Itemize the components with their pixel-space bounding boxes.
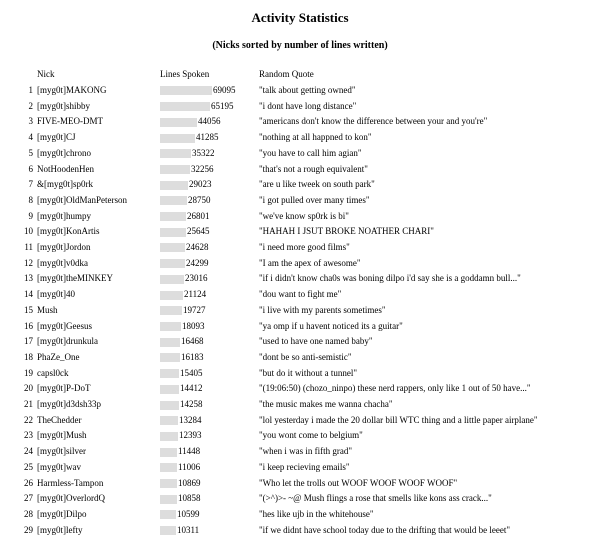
row-random-quote: "i need more good films" [259,242,350,253]
table-row [3,240,599,256]
row-rank: 17 [24,336,33,347]
lines-count: 16183 [181,351,204,362]
row-random-quote: "are u like tweek on south park" [259,179,375,190]
lines-count: 65195 [211,100,234,111]
row-rank: 22 [24,414,33,425]
row-nick: &[myg0t]sp0rk [37,179,93,190]
row-rank: 1 [28,85,33,95]
lines-count: 15405 [180,367,203,378]
row-nick: [myg0t]MAKONG [37,85,107,95]
row-rank: 14 [24,289,33,300]
row-random-quote: "HAHAH I JSUT BROKE NOATHER CHARI" [259,226,434,237]
lines-count: 16468 [181,336,204,347]
row-random-quote: "that's not a rough equivalent" [259,163,368,174]
row-lines-spoken [160,491,259,507]
row-nick: [myg0t]d3dsh33p [37,399,101,410]
row-lines-spoken [160,428,259,444]
row-lines-spoken [160,177,259,193]
lines-count: 14412 [180,383,203,394]
row-random-quote: "hes like ujb in the whitehouse" [259,508,374,519]
table-row [3,428,599,444]
activity-table [3,67,599,538]
row-random-quote: "i live with my parents sometimes" [259,304,386,315]
row-rank: 29 [24,524,33,535]
row-rank: 3 [28,116,33,127]
lines-bar [160,102,210,111]
row-nick: [myg0t]chrono [37,147,91,158]
page-title: Activity Statistics [251,10,349,25]
row-random-quote: "i dont have long distance" [259,100,357,111]
table-row [3,507,599,523]
row-rank: 24 [24,446,33,457]
row-nick: [myg0t]KonArtis [37,226,100,237]
row-lines-spoken [160,114,259,130]
row-nick: [myg0t]OverlordQ [37,493,105,504]
row-random-quote: "dont be so anti-semistic" [259,351,352,362]
row-rank: 8 [28,194,33,205]
row-lines-spoken [160,83,259,99]
table-row [3,476,599,492]
row-nick: FIVE-MEO-DMT [37,116,103,127]
lines-bar [160,401,179,410]
row-nick: [myg0t]humpy [37,210,91,221]
row-random-quote: "talk about getting owned" [259,85,356,95]
row-lines-spoken [160,413,259,429]
table-row [3,193,599,209]
header-random-quote: Random Quote [259,69,314,80]
row-rank: 6 [28,163,33,174]
lines-bar [160,510,176,519]
table-row [3,381,599,397]
lines-count: 24299 [186,257,209,268]
table-row [3,146,599,162]
lines-count: 14258 [180,399,203,410]
row-random-quote: "if we didnt have school today due to the drifting that would be leeet" [259,524,511,535]
table-row [3,523,599,539]
lines-count: 10869 [178,477,201,488]
lines-count: 10858 [178,493,201,504]
page-subtitle: (Nicks sorted by number of lines written) [212,40,388,51]
header-lines-spoken: Lines Spoken [160,69,210,80]
row-lines-spoken [160,303,259,319]
row-rank: 16 [24,320,33,331]
row-lines-spoken [160,99,259,115]
row-nick: PhaZe_One [37,351,80,362]
row-rank: 20 [24,383,33,394]
lines-count: 24628 [186,242,209,253]
row-lines-spoken [160,366,259,382]
table-row [3,491,599,507]
lines-count: 41285 [196,132,219,143]
table-row [3,130,599,146]
lines-count: 13284 [179,414,202,425]
row-random-quote: "I am the apex of awesome" [259,257,361,268]
lines-count: 11448 [178,446,201,457]
table-row [3,224,599,240]
table-row [3,162,599,178]
row-rank: 19 [24,367,33,378]
table-row [3,114,599,130]
table-row [3,350,599,366]
lines-count: 21124 [184,289,207,300]
table-row [3,334,599,350]
row-lines-spoken [160,224,259,240]
row-rank: 5 [28,147,33,158]
lines-bar [160,149,191,158]
table-row [3,319,599,335]
row-rank: 9 [28,210,33,221]
lines-bar [160,181,188,190]
row-rank: 4 [28,132,33,143]
row-lines-spoken [160,397,259,413]
lines-count: 10311 [177,524,200,535]
lines-count: 29023 [189,179,212,190]
row-rank: 10 [24,226,33,237]
row-random-quote: "americans don't know the difference between your and you're" [259,116,488,127]
row-lines-spoken [160,146,259,162]
row-random-quote: "lol yesterday i made the 20 dollar bill WTC thing and a little paper airplane" [259,414,538,425]
row-nick: [myg0t]Mush [37,430,87,441]
lines-bar [160,416,178,425]
row-nick: NotHoodenHen [37,163,94,174]
row-nick: [myg0t]wav [37,461,81,472]
table-row [3,271,599,287]
lines-bar [160,463,177,472]
lines-bar [160,134,195,143]
row-nick: [myg0t]silver [37,446,86,457]
row-lines-spoken [160,523,259,539]
table-header-row [3,67,599,83]
lines-bar [160,353,180,362]
row-rank: 21 [24,399,33,410]
table-row [3,99,599,115]
lines-count: 35322 [192,147,215,158]
lines-bar [160,479,177,488]
row-random-quote: "used to have one named baby" [259,336,373,347]
lines-count: 23016 [185,273,208,284]
lines-bar [160,165,190,174]
table-row [3,83,599,99]
row-random-quote: "we've know sp0rk is bi" [259,210,349,221]
row-rank: 26 [24,477,33,488]
row-nick: [myg0t]Jordon [37,242,91,253]
table-row [3,413,599,429]
row-nick: [myg0t]P-DoT [37,383,91,394]
row-random-quote: "when i was in fifth grad" [259,446,353,457]
lines-count: 19727 [183,304,206,315]
header-rank [3,67,37,83]
row-nick: [myg0t]CJ [37,132,76,143]
lines-count: 69095 [213,85,236,95]
row-lines-spoken [160,476,259,492]
row-nick: [myg0t]40 [37,289,75,300]
row-random-quote: "if i didn't know cha0s was boning dilpo i'd say she is a goddamn bull..." [259,273,521,284]
row-lines-spoken [160,287,259,303]
row-nick: Mush [37,304,58,315]
row-nick: [myg0t]v0dka [37,257,88,268]
row-random-quote: "ya omp if u havent noticed its a guitar" [259,320,403,331]
table-row [3,256,599,272]
row-lines-spoken [160,507,259,523]
lines-count: 11006 [178,461,201,472]
lines-bar [160,259,185,268]
table-row [3,460,599,476]
row-random-quote: "but do it without a tunnel" [259,367,358,378]
row-random-quote: "(>^)>- ~@ Mush flings a rose that smells like kons ass crack..." [259,493,492,504]
table-row [3,287,599,303]
row-nick: [myg0t]drunkula [37,336,98,347]
row-random-quote: "nothing at all happned to kon" [259,132,372,143]
row-lines-spoken [160,460,259,476]
row-nick: [myg0t]Dilpo [37,508,87,519]
row-rank: 12 [24,257,33,268]
lines-bar [160,432,178,441]
table-row [3,303,599,319]
row-lines-spoken [160,256,259,272]
lines-bar [160,291,183,300]
row-lines-spoken [160,381,259,397]
row-nick: [myg0t]Geesus [37,320,92,331]
lines-count: 10599 [177,508,200,519]
row-lines-spoken [160,130,259,146]
lines-bar [160,338,180,347]
table-body [3,83,599,538]
row-nick: [myg0t]theMINKEY [37,273,113,284]
lines-bar [160,212,186,221]
row-lines-spoken [160,240,259,256]
lines-bar [160,196,187,205]
row-nick: [myg0t]OldManPeterson [37,194,127,205]
row-random-quote: "you have to call him agian" [259,147,362,158]
row-rank: 18 [24,351,33,362]
row-random-quote: "Who let the trolls out WOOF WOOF WOOF WOOF" [259,477,458,488]
row-random-quote: "i got pulled over many times" [259,194,370,205]
row-lines-spoken [160,193,259,209]
lines-count: 18093 [182,320,205,331]
table-row [3,177,599,193]
lines-count: 44056 [198,116,221,127]
row-lines-spoken [160,271,259,287]
row-lines-spoken [160,162,259,178]
row-lines-spoken [160,209,259,225]
header-nick: Nick [37,69,55,80]
lines-count: 28750 [188,194,211,205]
lines-count: 32256 [191,163,214,174]
row-rank: 23 [24,430,33,441]
row-nick: [myg0t]shibby [37,100,90,111]
lines-bar [160,228,186,237]
row-lines-spoken [160,350,259,366]
row-rank: 27 [24,493,33,504]
lines-bar [160,448,177,457]
lines-bar [160,369,179,378]
lines-bar [160,86,212,95]
row-nick: capsl0ck [37,367,69,378]
row-rank: 2 [28,100,33,111]
lines-bar [160,243,185,252]
table-row [3,444,599,460]
table-row [3,209,599,225]
lines-count: 12393 [179,430,202,441]
lines-bar [160,118,197,127]
row-lines-spoken [160,319,259,335]
row-random-quote: "(19:06:50) (chozo_ninpo) these nerd rappers, only like 1 out of 50 have..." [259,383,531,394]
row-rank: 28 [24,508,33,519]
row-rank: 25 [24,461,33,472]
lines-bar [160,322,181,331]
lines-count: 26801 [187,210,210,221]
row-nick: [myg0t]lefty [37,524,83,535]
row-random-quote: "the music makes me wanna chacha" [259,399,393,410]
row-random-quote: "dou want to fight me" [259,289,342,300]
row-rank: 7 [28,179,33,190]
lines-bar [160,495,177,504]
row-rank: 11 [24,242,33,253]
row-random-quote: "i keep recieving emails" [259,461,350,472]
lines-bar [160,275,184,284]
row-nick: Harmless-Tampon [37,477,104,488]
row-lines-spoken [160,444,259,460]
row-rank: 13 [24,273,33,284]
row-random-quote: "you wont come to belgium" [259,430,363,441]
table-row [3,366,599,382]
lines-bar [160,526,176,535]
row-lines-spoken [160,334,259,350]
lines-bar [160,306,182,315]
lines-bar [160,385,179,394]
row-nick: TheChedder [37,414,82,425]
lines-count: 25645 [187,226,210,237]
row-rank: 15 [24,304,33,315]
table-row [3,397,599,413]
